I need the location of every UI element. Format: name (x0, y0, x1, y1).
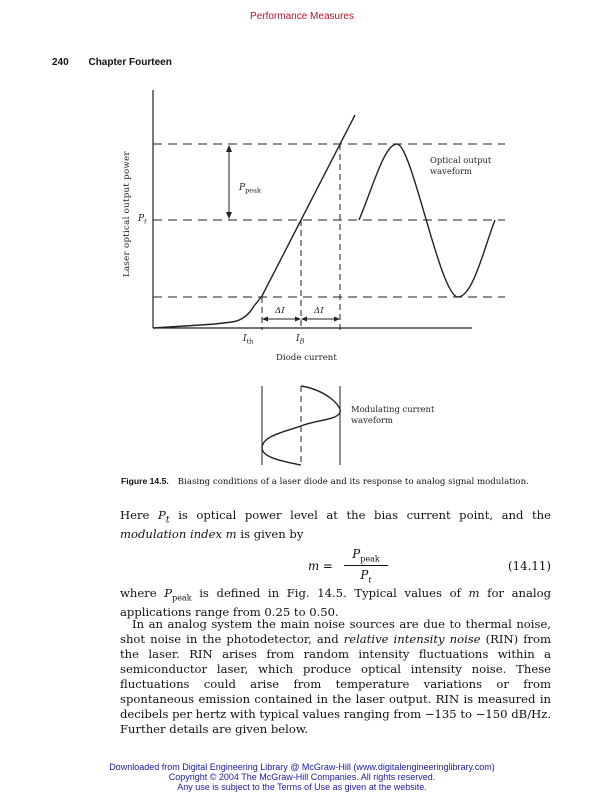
eq-den-sub: t (368, 575, 372, 585)
p2-t3: for analog applications range from 0.25 to 0.50. (120, 586, 551, 620)
p2-pp-sub: peak (172, 593, 192, 603)
footer (0, 762, 604, 792)
p-t-sub: t (144, 217, 147, 226)
p1-modulation-index: modulation index m (120, 527, 237, 542)
modulating-label-1: Modulating current (351, 404, 435, 414)
delta-i-left-label: ΔI (275, 306, 285, 316)
p-t-p: P (138, 214, 145, 224)
p1-pt: P (157, 508, 166, 522)
paragraph-3 (120, 617, 551, 737)
chapter-title: Chapter Fourteen (88, 57, 172, 68)
eq-num-p: P (352, 547, 361, 561)
p-peak-p: P (239, 183, 246, 193)
p3-rin: relative intensity noise (343, 632, 481, 646)
delta-i-right-label: ΔI (314, 306, 324, 316)
figure-caption (121, 476, 529, 487)
fraction-bar (344, 565, 388, 566)
eq-den-p: P (360, 568, 369, 583)
p2-t1: where (120, 586, 165, 600)
delta-i-arrowhead (295, 317, 301, 322)
p1-t1: Here (120, 508, 158, 522)
equation-denominator (344, 568, 388, 584)
p-t-label (137, 214, 147, 226)
equation-numerator (344, 547, 388, 563)
x-axis-label: Diode current (276, 353, 337, 363)
footer-download-link[interactable]: Downloaded from Digital Engineering Library @ McGraw-Hill (www.digitalengineeringlibrary.com) (109, 762, 495, 772)
p-peak-sub: peak (245, 186, 261, 195)
equation-14-11 (120, 545, 551, 585)
optical-output-label-1: Optical output (430, 155, 492, 165)
y-axis-label: Laser optical output power (122, 151, 132, 277)
caption-label: Figure 14.5. (121, 476, 169, 486)
delta-i-arrowhead (334, 317, 340, 322)
p3-t1: In an analog system the main noise sources are due to thermal noise, shot noise in the photodetector, and (120, 617, 551, 646)
paragraph-1 (120, 508, 551, 542)
p1-t2: is optical power level at the bias current point, and the (169, 508, 551, 522)
i-th-label (242, 334, 253, 346)
page-number: 240 (52, 57, 69, 68)
delta-i-arrowhead (301, 317, 307, 322)
i-th-i: I (243, 334, 247, 344)
modulating-label-2: waveform (351, 415, 393, 425)
p-peak-arrowhead-down (226, 212, 232, 219)
footer-terms-link[interactable]: Any use is subject to the Terms of Use as given at the website. (177, 782, 427, 792)
paragraph-2 (120, 586, 551, 620)
li-curve (153, 115, 355, 328)
i-b-sub: B (299, 337, 305, 346)
i-b-i: I (296, 334, 300, 344)
caption-text: Biasing conditions of a laser diode and its response to analog signal modulation. (177, 477, 529, 487)
delta-i-arrowhead (262, 317, 268, 322)
p-peak-label (238, 183, 261, 195)
p2-m: m (468, 586, 480, 600)
p1-t3: is given by (236, 527, 304, 542)
p2-t2: is defined in Fig. 14.5. Typical values of (191, 586, 469, 600)
p-peak-arrowhead-up (226, 145, 232, 152)
equation-lhs: m = (308, 559, 333, 573)
eq-num-sub: peak (360, 554, 380, 564)
optical-output-label-2: waveform (430, 166, 472, 176)
i-b-label (295, 334, 305, 346)
equation-number: (14.11) (508, 559, 551, 573)
running-head: Performance Measures (250, 11, 354, 22)
p3-t2: (RIN) from the laser. RIN arises from random intensity fluctuations within a semiconductor laser, which produce optical intensity noise. These fluctuations could arise from temperature variations or from spontaneous emission contained in the laser output. RIN is measured in decibels per hertz with typical values ranging from −135 to −150 dB/Hz. Further details are given below. (120, 632, 551, 736)
i-th-sub: th (246, 337, 254, 346)
footer-copyright: Copyright © 2004 The McGraw-Hill Companies. All rights reserved. (168, 772, 436, 782)
equation-fraction (344, 547, 388, 585)
p1-pt-sub: t (165, 514, 170, 526)
p2-pp: P (164, 586, 173, 600)
